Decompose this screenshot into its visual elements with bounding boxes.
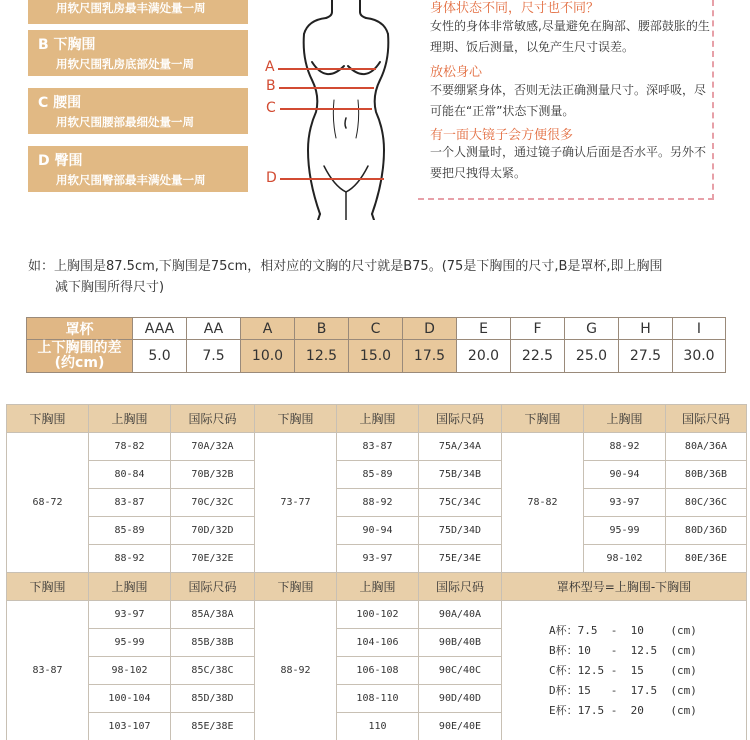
cup-note-d: D杯：15 - 17.5 (cm) bbox=[549, 683, 697, 697]
box-c bbox=[28, 88, 248, 134]
cup-range-notes bbox=[502, 601, 747, 740]
box-d-sub: 用软尺围臀部最丰满处量一周 bbox=[56, 173, 206, 187]
header-intl-size: 国际尺码 bbox=[666, 405, 747, 433]
cup-cell: G bbox=[565, 318, 619, 340]
cup-row bbox=[27, 318, 726, 340]
cup-cell: D bbox=[403, 318, 457, 340]
over-bust-cell: 103-107 bbox=[89, 713, 171, 740]
over-bust-cell: 104-106 bbox=[337, 629, 419, 657]
tip-body-1: 女性的身体非常敏感,尽量避免在胸部、腰部鼓胀的生理期、饭后测量，以免产生尺寸误差。 bbox=[430, 19, 710, 54]
intl-size-cell: 80B/36B bbox=[666, 461, 747, 489]
intl-size-cell: 75E/34E bbox=[419, 545, 502, 573]
tip-body-2: 不要绷紧身体，否则无法正确测量尺寸。深呼吸，尽可能在“正常”状态下测量。 bbox=[430, 83, 707, 118]
over-bust-cell: 106-108 bbox=[337, 657, 419, 685]
header-over-bust: 上胸围 bbox=[337, 573, 419, 601]
tip-heading-2: 放松身心 bbox=[430, 65, 483, 80]
marker-line-b bbox=[279, 87, 374, 89]
tip-heading-1: 身体状态不同，尺寸也不同？ bbox=[430, 1, 600, 16]
marker-line-d bbox=[280, 178, 384, 180]
diff-cell: 27.5 bbox=[619, 340, 673, 373]
diff-cell: 22.5 bbox=[511, 340, 565, 373]
header-under-bust: 下胸围 bbox=[7, 405, 89, 433]
under-bust-range: 68-72 bbox=[7, 433, 89, 573]
intl-size-cell: 70E/32E bbox=[171, 545, 255, 573]
intl-size-cell: 90D/40D bbox=[419, 685, 502, 713]
table-row bbox=[7, 601, 747, 629]
over-bust-cell: 80-84 bbox=[89, 461, 171, 489]
cup-note-e: E杯：17.5 - 20 (cm) bbox=[549, 703, 697, 717]
box-a bbox=[28, 0, 248, 24]
header-over-bust: 上胸围 bbox=[89, 573, 171, 601]
example-line-2: 减下胸围所得尺寸) bbox=[55, 280, 165, 295]
intl-size-cell: 90E/40E bbox=[419, 713, 502, 740]
intl-size-cell: 75D/34D bbox=[419, 517, 502, 545]
intl-size-cell: 85C/38C bbox=[171, 657, 255, 685]
tip-body-3: 一个人测量时，通过镜子确认后面是否水平。另外不要把尺拽得太紧。 bbox=[430, 145, 707, 180]
intl-size-cell: 70A/32A bbox=[171, 433, 255, 461]
diff-cell: 12.5 bbox=[295, 340, 349, 373]
cup-difference-table bbox=[26, 317, 726, 373]
intl-size-cell: 70B/32B bbox=[171, 461, 255, 489]
header-row bbox=[7, 573, 747, 601]
intl-size-cell: 85A/38A bbox=[171, 601, 255, 629]
diff-header-line-1: 上下胸围的差 bbox=[37, 340, 122, 357]
box-d bbox=[28, 146, 248, 192]
cup-note-c: C杯：12.5 - 15 (cm) bbox=[549, 663, 697, 677]
body-figure bbox=[260, 0, 410, 220]
cup-cell: B bbox=[295, 318, 349, 340]
intl-size-cell: 80E/36E bbox=[666, 545, 747, 573]
intl-size-cell: 90A/40A bbox=[419, 601, 502, 629]
diff-cell: 15.0 bbox=[349, 340, 403, 373]
cup-note-a: A杯：7.5 - 10 (cm) bbox=[549, 623, 697, 637]
over-bust-cell: 85-89 bbox=[89, 517, 171, 545]
intl-size-cell: 85E/38E bbox=[171, 713, 255, 740]
table-row bbox=[7, 545, 747, 573]
cup-cell: AAA bbox=[133, 318, 187, 340]
diff-cell: 5.0 bbox=[133, 340, 187, 373]
header-intl-size: 国际尺码 bbox=[419, 405, 502, 433]
header-under-bust: 下胸围 bbox=[255, 405, 337, 433]
intl-size-cell: 70C/32C bbox=[171, 489, 255, 517]
diff-row-header bbox=[27, 340, 133, 373]
marker-line-a bbox=[278, 68, 376, 70]
over-bust-cell: 83-87 bbox=[89, 489, 171, 517]
intl-size-cell: 70D/32D bbox=[171, 517, 255, 545]
over-bust-cell: 90-94 bbox=[337, 517, 419, 545]
example-line-1: 如：上胸围是87.5cm,下胸围是75cm，相对应的文胸的尺寸就是B75。(75是下胸围的尺寸,B是罩杯,即上胸围 bbox=[28, 259, 663, 274]
marker-line-c bbox=[280, 108, 372, 110]
example-explanation bbox=[28, 256, 728, 298]
over-bust-cell: 90-94 bbox=[584, 461, 666, 489]
under-bust-range: 78-82 bbox=[502, 433, 584, 573]
over-bust-cell: 83-87 bbox=[337, 433, 419, 461]
header-row bbox=[7, 405, 747, 433]
intl-size-cell: 85B/38B bbox=[171, 629, 255, 657]
intl-size-cell: 90B/40B bbox=[419, 629, 502, 657]
over-bust-cell: 95-99 bbox=[584, 517, 666, 545]
figure-label-a: A bbox=[265, 59, 275, 75]
table-row bbox=[7, 517, 747, 545]
under-bust-range: 88-92 bbox=[255, 601, 337, 740]
header-under-bust: 下胸围 bbox=[7, 573, 89, 601]
intl-size-cell: 75C/34C bbox=[419, 489, 502, 517]
header-intl-size: 国际尺码 bbox=[171, 405, 255, 433]
under-bust-range: 83-87 bbox=[7, 601, 89, 740]
diff-cell: 17.5 bbox=[403, 340, 457, 373]
over-bust-cell: 93-97 bbox=[89, 601, 171, 629]
box-b bbox=[28, 30, 248, 76]
header-intl-size: 国际尺码 bbox=[171, 573, 255, 601]
cup-note-b: B杯：10 - 12.5 (cm) bbox=[549, 643, 697, 657]
intl-size-cell: 80C/36C bbox=[666, 489, 747, 517]
cup-cell: AA bbox=[187, 318, 241, 340]
header-cup-formula: 罩杯型号=上胸围-下胸围 bbox=[502, 573, 747, 601]
box-b-sub: 用软尺围乳房底部处量一周 bbox=[56, 57, 194, 71]
header-over-bust: 上胸围 bbox=[584, 405, 666, 433]
header-under-bust: 下胸围 bbox=[255, 573, 337, 601]
header-under-bust: 下胸围 bbox=[502, 405, 584, 433]
cup-cell: E bbox=[457, 318, 511, 340]
tip-heading-3: 有一面大镜子会方便很多 bbox=[430, 128, 574, 143]
measurement-tips-panel bbox=[418, 0, 714, 200]
diff-cell: 7.5 bbox=[187, 340, 241, 373]
diff-cell: 30.0 bbox=[673, 340, 726, 373]
diff-cell: 10.0 bbox=[241, 340, 295, 373]
box-d-title: D 臀围 bbox=[38, 153, 83, 169]
over-bust-cell: 88-92 bbox=[89, 545, 171, 573]
cup-cell: F bbox=[511, 318, 565, 340]
cup-row-header: 罩杯 bbox=[27, 318, 133, 340]
over-bust-cell: 93-97 bbox=[584, 489, 666, 517]
intl-size-cell: 85D/38D bbox=[171, 685, 255, 713]
over-bust-cell: 88-92 bbox=[584, 433, 666, 461]
over-bust-cell: 95-99 bbox=[89, 629, 171, 657]
over-bust-cell: 100-102 bbox=[337, 601, 419, 629]
diff-cell: 20.0 bbox=[457, 340, 511, 373]
header-over-bust: 上胸围 bbox=[337, 405, 419, 433]
over-bust-cell: 100-104 bbox=[89, 685, 171, 713]
figure-label-b: B bbox=[266, 78, 276, 94]
header-over-bust: 上胸围 bbox=[89, 405, 171, 433]
box-c-sub: 用软尺围腰部最细处量一周 bbox=[56, 115, 194, 129]
over-bust-cell: 98-102 bbox=[584, 545, 666, 573]
over-bust-cell: 78-82 bbox=[89, 433, 171, 461]
over-bust-cell: 110 bbox=[337, 713, 419, 740]
intl-size-cell: 90C/40C bbox=[419, 657, 502, 685]
diff-header-line-2: (约cm) bbox=[54, 355, 105, 372]
intl-size-cell: 75B/34B bbox=[419, 461, 502, 489]
over-bust-cell: 98-102 bbox=[89, 657, 171, 685]
cup-cell: A bbox=[241, 318, 295, 340]
figure-label-d: D bbox=[266, 170, 277, 186]
bra-size-table bbox=[6, 404, 747, 740]
over-bust-cell: 108-110 bbox=[337, 685, 419, 713]
intl-size-cell: 80D/36D bbox=[666, 517, 747, 545]
diff-cell: 25.0 bbox=[565, 340, 619, 373]
body-outline-illustration bbox=[260, 0, 410, 220]
box-c-title: C 腰围 bbox=[38, 95, 82, 111]
table-row bbox=[7, 461, 747, 489]
over-bust-cell: 88-92 bbox=[337, 489, 419, 517]
header-intl-size: 国际尺码 bbox=[419, 573, 502, 601]
intl-size-cell: 80A/36A bbox=[666, 433, 747, 461]
table-row bbox=[7, 433, 747, 461]
intl-size-cell: 75A/34A bbox=[419, 433, 502, 461]
figure-label-c: C bbox=[266, 100, 276, 116]
cup-cell: I bbox=[673, 318, 726, 340]
cup-cell: C bbox=[349, 318, 403, 340]
over-bust-cell: 85-89 bbox=[337, 461, 419, 489]
diff-row bbox=[27, 340, 726, 373]
table-row bbox=[7, 489, 747, 517]
under-bust-range: 73-77 bbox=[255, 433, 337, 573]
cup-cell: H bbox=[619, 318, 673, 340]
box-a-sub: 用软尺围乳房最丰满处量一周 bbox=[56, 1, 206, 15]
over-bust-cell: 93-97 bbox=[337, 545, 419, 573]
box-b-title: B 下胸围 bbox=[38, 37, 96, 53]
